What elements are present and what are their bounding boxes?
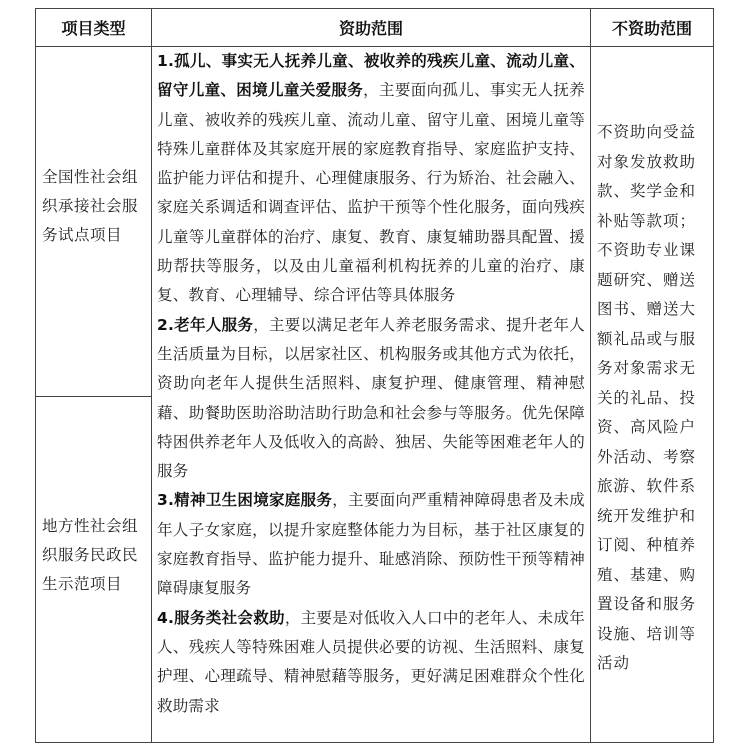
funding-item-title: 4.服务类社会救助 [157,608,285,627]
header-funding-scope: 资助范围 [338,19,403,38]
header-non-funding-scope: 不资助范围 [611,19,692,38]
funding-item-social-assistance [157,604,585,721]
funding-item-body: ，主要面向孤儿、事实无人抚养儿童、被收养的残疾儿童、流动儿童、留守儿童、困境儿童等特殊儿童群体及其家庭开展的家庭教育指导、家庭监护支持、监护能力评估和提升、心理健康服务、行为矫治、社会融入、家庭关系调适和调查评估、监护干预等个性化服务，面向残疾儿童等儿童群体的治疗、康复、教育、康复辅助器具配置、援助帮扶等服务，以及由儿童福利机构抚养的儿童的治疗、康复、教育、心理辅导、综合评估等具体服务 [157,81,585,305]
funding-item-title: 1.孤儿、事实无人抚养儿童、被收养的残疾儿童、流动儿童、留守儿童、困境儿童关爱服务 [157,52,585,100]
column-divider-2 [590,8,591,743]
funding-item-body: ，主要是对低收入人口中的老年人、未成年人、残疾人等特殊困难人员提供必要的访视、生活照料、康复护理、心理疏导、精神慰藉等服务，更好满足困难群众个性化救助需求 [157,608,585,715]
funding-scope-cell [157,47,585,721]
funding-item-mental-health [157,486,585,603]
funding-item-title: 2.老年人服务 [157,315,254,334]
funding-item-body: ，主要面向严重精神障碍患者及未成年人子女家庭，以提升家庭整体能力为目标，基于社区康复的家庭教育指导、监护能力提升、耻感消除、预防性干预等精神障碍康复服务 [157,491,586,598]
column-divider-1 [151,8,152,743]
funding-item-body: ，主要以满足老年人养老服务需求、提升老年人生活质量为目标，以居家社区、机构服务或其他方式为依托，资助向老年人提供生活照料、康复护理、健康管理、精神慰藉、助餐助医助浴助洁助行助急和社会参与等服务。优先保障特困供养老年人及低收入的高龄、独居、失能等困难老年人的服务 [157,315,585,481]
non-funding-scope-text: 不资助向受益对象发放救助款、奖学金和补贴等款项；不资助专业课题研究、赠送图书、赠送大额礼品或与服务对象需求无关的礼品、投资、高风险户外活动、考察旅游、软件系统开发维护和订阅、种植养殖、基建、购置设备和服务设施、培训等活动 [597,123,697,672]
funding-item-title: 3.精神卫生困境家庭服务 [157,491,333,510]
project-type-local: 地方性社会组织服务民政民生示范项目 [42,517,139,593]
funding-item-elderly [157,311,585,487]
funding-item-children [157,47,585,311]
table-border-bottom [35,742,714,743]
header-project-type: 项目类型 [61,19,126,38]
table-border-right [713,8,714,743]
table-border-left [35,8,36,743]
row-divider [35,396,152,397]
project-type-national: 全国性社会组织承接社会服务试点项目 [42,168,139,244]
